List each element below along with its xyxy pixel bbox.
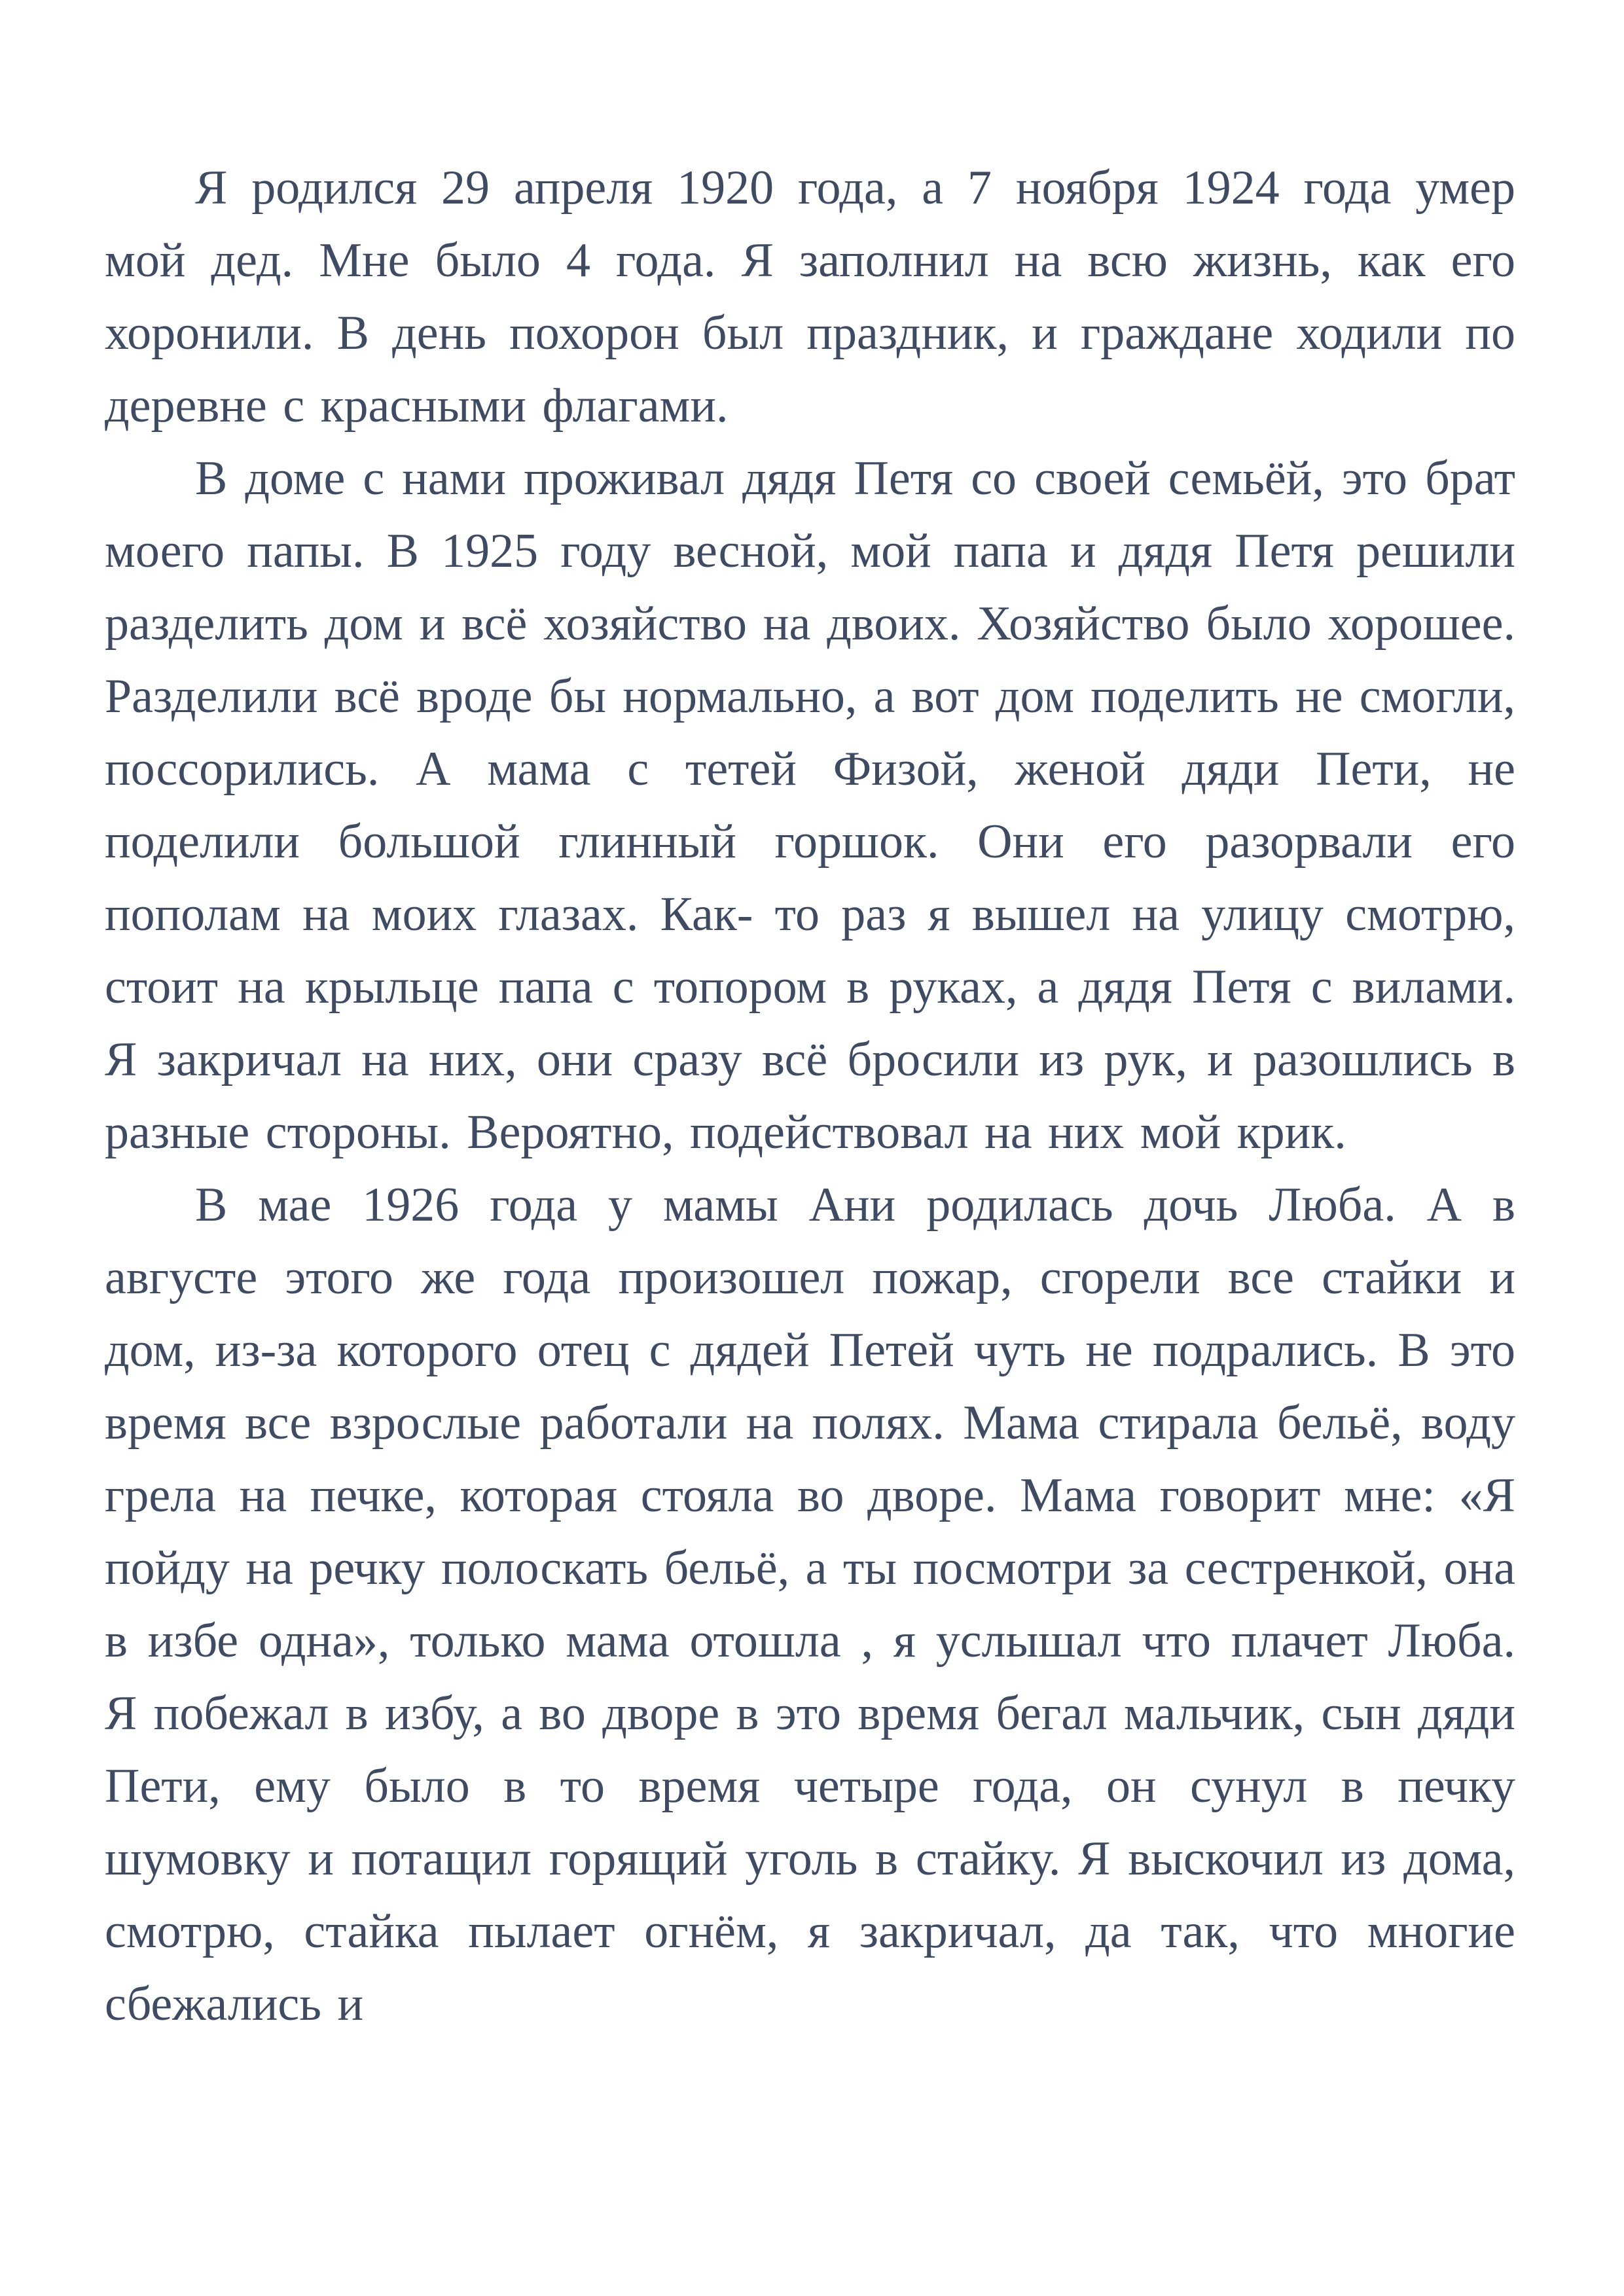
paragraph-uncle-petya-household-split: В доме с нами проживал дядя Петя со своей семьёй, это брат моего папы. В 1925 году весной, мой папа и дядя Петя решили разделить дом и всё хозяйство на двоих. Хозяйство было хорошее. Разделили всё вроде бы нормально, а вот дом поделить не смогли, поссорились. А мама с тетей Физой, женой дяди Пети, не поделили большой глинный горшок. Они его разорвали его пополам на моих глазах. Как- то раз я вышел на улицу смотрю, стоит на крыльце папа с топором в руках, а дядя Петя с вилами. Я закричал на них, они сразу всё бросили из рук, и разошлись в разные стороны. Вероятно, подействовал на них мой крик. — [105, 452, 1515, 1159]
memoir-text-block — [105, 152, 1515, 2041]
paragraph-lyuba-birth-and-fire: В мае 1926 года у мамы Ани родилась дочь Люба. А в августе этого же года произошел пожар, сгорели все стайки и дом, из-за которого отец с дядей Петей чуть не подрались. В это время все взрослые работали на полях. Мама стирала бельё, воду грела на печке, которая стояла во дворе. Мама говорит мне: «Я пойду на речку полоскать бельё, а ты посмотри за сестренкой, она в избе одна», только мама отошла , я услышал что плачет Люба. Я побежал в избу, а во дворе в это время бегал мальчик, сын дяди Пети, ему было в то время четыре года, он сунул в печку шумовку и потащил горящий уголь в стайку. Я выскочил из дома, смотрю, стайка пылает огнём, я закричал, да так, что многие сбежались и — [105, 1178, 1515, 2031]
paragraph-birth-and-grandfather: Я родился 29 апреля 1920 года, а 7 ноября 1924 года умер мой дед. Мне было 4 года. Я заполнил на всю жизнь, как его хоронили. В день похорон был праздник, и граждане ходили по деревне с красными флагами. — [105, 161, 1515, 433]
